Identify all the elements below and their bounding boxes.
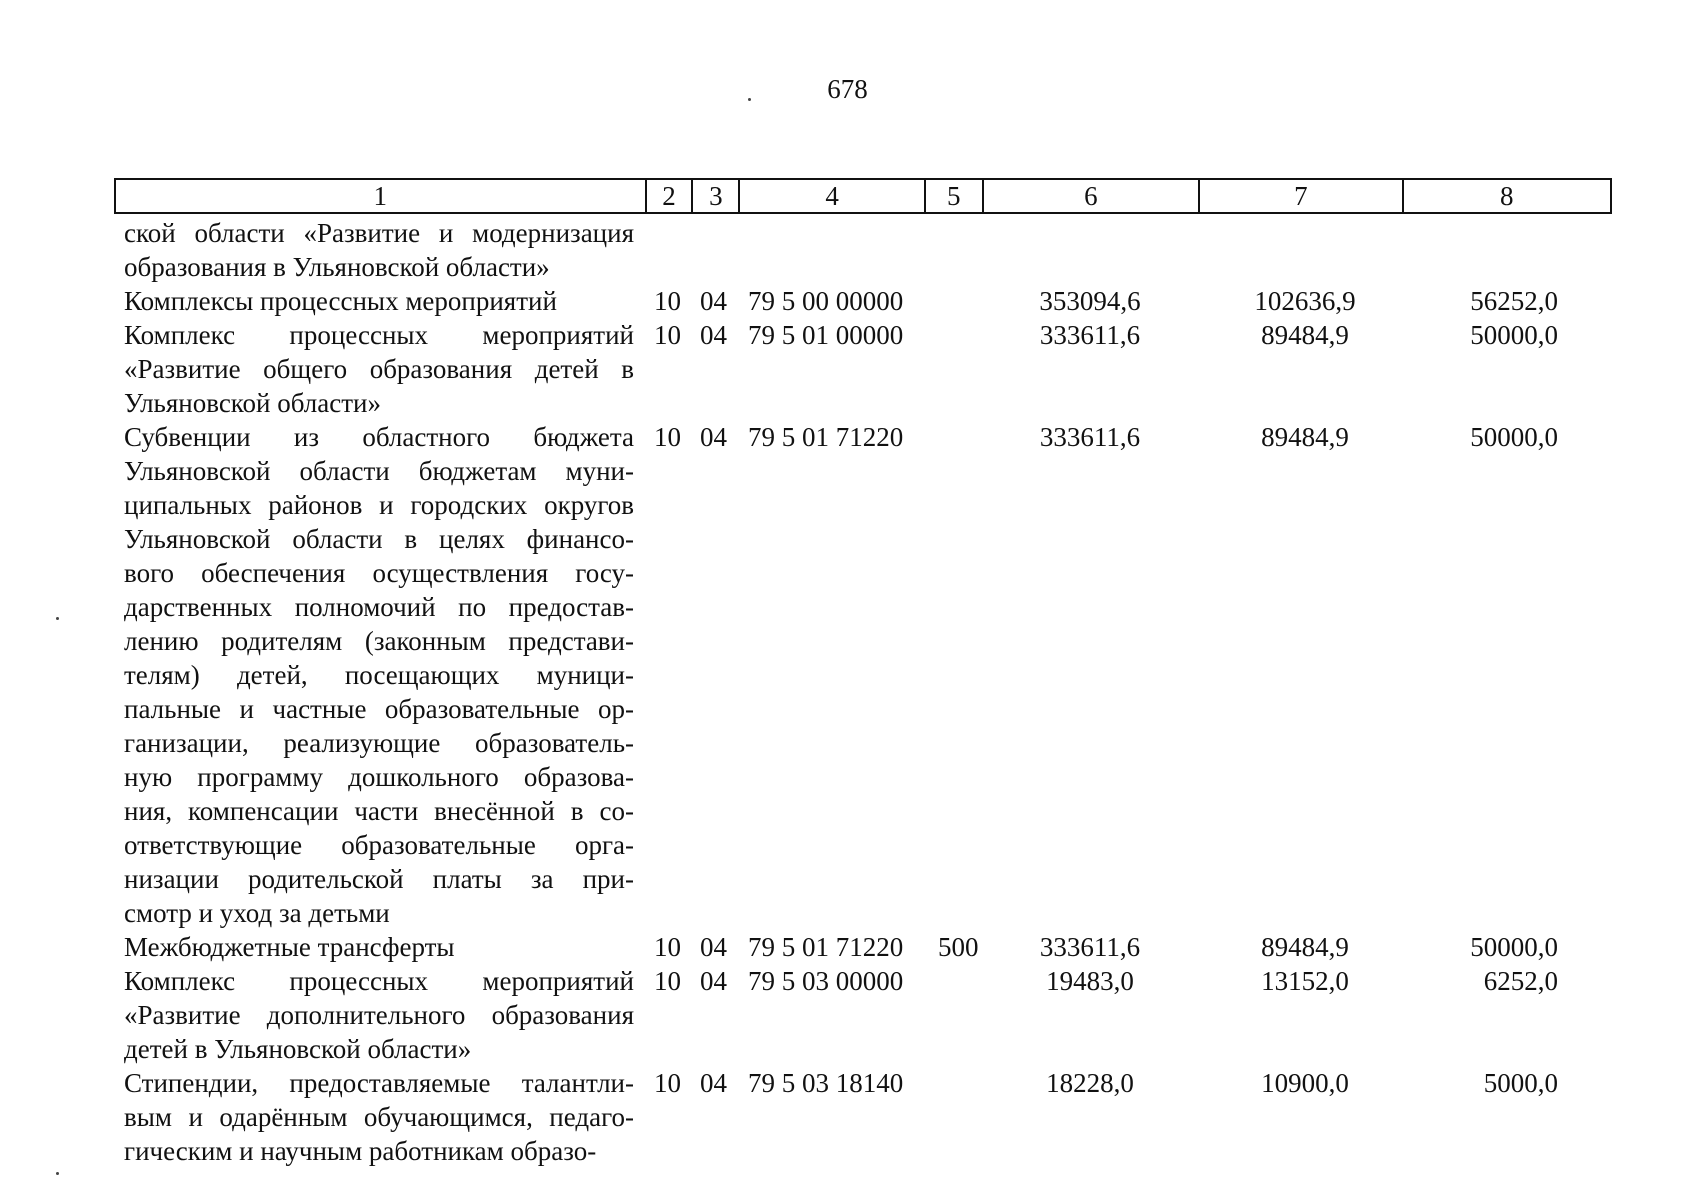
table-row <box>0 930 1695 964</box>
description-line: Комплекс процессных мероприятий <box>124 966 634 996</box>
scan-dot <box>748 98 751 101</box>
description-line: дарственных полномочий по предостав- <box>124 592 634 622</box>
description-line: Комплекс процессных мероприятий <box>124 320 634 350</box>
row-description <box>124 420 634 930</box>
description-line: гическим и научным работникам образо- <box>124 1136 597 1166</box>
description-line: «Развитие дополнительного образования <box>124 1000 634 1030</box>
header-cell-6: 6 <box>984 180 1200 212</box>
description-line: Межбюджетные трансферты <box>124 932 455 962</box>
amount-col-7: 89484,9 <box>1261 422 1349 452</box>
description-line: Ульяновской области в целях финансо- <box>124 524 634 554</box>
amount-col-7: 10900,0 <box>1261 1068 1349 1098</box>
subsection-code: 04 <box>700 966 727 996</box>
amount-col-7: 102636,9 <box>1254 286 1356 316</box>
description-line: детей в Ульяновской области» <box>124 1034 472 1064</box>
description-line: Субвенции из областного бюджета <box>124 422 634 452</box>
description-line: пальные и частные образовательные ор- <box>124 694 634 724</box>
subsection-code: 04 <box>700 932 727 962</box>
target-article-code: 79 5 01 00000 <box>748 320 904 350</box>
section-code: 10 <box>654 1068 681 1098</box>
description-line: Ульяновской области бюджетам муни- <box>124 456 634 486</box>
amount-col-6: 333611,6 <box>1039 932 1141 962</box>
description-line: Ульяновской области» <box>124 388 382 418</box>
description-line: ния, компенсации части внесённой в со- <box>124 796 634 826</box>
amount-col-7: 13152,0 <box>1261 966 1349 996</box>
amount-col-8: 56252,0 <box>1470 286 1558 316</box>
target-article-code: 79 5 01 71220 <box>748 422 904 452</box>
description-line: ответствующие образовательные орга- <box>124 830 634 860</box>
table-row <box>0 318 1695 420</box>
budget-table-body <box>0 216 1695 1168</box>
amount-col-6: 18228,0 <box>1046 1068 1134 1098</box>
table-row <box>0 284 1695 318</box>
section-code: 10 <box>654 966 681 996</box>
row-description <box>124 216 634 284</box>
header-cell-5: 5 <box>926 180 984 212</box>
subsection-code: 04 <box>700 1068 727 1098</box>
table-row <box>0 420 1695 930</box>
row-description <box>124 930 634 964</box>
amount-col-8: 5000,0 <box>1483 1068 1558 1098</box>
description-line: ципальных районов и городских округов <box>124 490 634 520</box>
table-row <box>0 964 1695 1066</box>
column-header-row <box>114 178 1612 214</box>
description-line: Комплексы процессных мероприятий <box>124 286 557 316</box>
section-code: 10 <box>654 286 681 316</box>
section-code: 10 <box>654 320 681 350</box>
header-cell-2: 2 <box>647 180 694 212</box>
target-article-code: 79 5 00 00000 <box>748 286 904 316</box>
subsection-code: 04 <box>700 286 727 316</box>
description-line: ную программу дошкольного образова- <box>124 762 634 792</box>
row-description <box>124 1066 634 1168</box>
expense-type-code: 500 <box>938 932 979 962</box>
amount-col-6: 333611,6 <box>1039 422 1141 452</box>
description-line: образования в Ульяновской области» <box>124 252 550 282</box>
header-cell-8: 8 <box>1500 181 1514 211</box>
description-line: «Развитие общего образования детей в <box>124 354 634 384</box>
description-line: смотр и уход за детьми <box>124 898 390 928</box>
subsection-code: 04 <box>700 422 727 452</box>
description-line: Стипендии, предоставляемые талантли- <box>124 1068 634 1098</box>
target-article-code: 79 5 03 00000 <box>748 966 904 996</box>
header-cell-7: 7 <box>1200 180 1403 212</box>
target-article-code: 79 5 03 18140 <box>748 1068 904 1098</box>
table-row <box>0 1066 1695 1168</box>
row-description <box>124 964 634 1066</box>
amount-col-8: 6252,0 <box>1483 966 1558 996</box>
amount-col-8: 50000,0 <box>1470 422 1558 452</box>
description-line: телям) детей, посещающих муници- <box>124 660 634 690</box>
description-line: ганизации, реализующие образователь- <box>124 728 634 758</box>
header-cell-3: 3 <box>693 180 740 212</box>
row-description <box>124 284 634 318</box>
amount-col-6: 333611,6 <box>1039 320 1141 350</box>
target-article-code: 79 5 01 71220 <box>748 932 904 962</box>
description-line: низации родительской платы за при- <box>124 864 634 894</box>
amount-col-7: 89484,9 <box>1261 320 1349 350</box>
amount-col-6: 353094,6 <box>1039 286 1141 316</box>
description-line: лению родителям (законным представи- <box>124 626 634 656</box>
amount-col-8: 50000,0 <box>1470 932 1558 962</box>
scan-dot <box>56 1172 59 1175</box>
amount-col-8: 50000,0 <box>1470 320 1558 350</box>
description-line: ской области «Развитие и модернизация <box>124 218 634 248</box>
header-cell-1: 1 <box>116 180 647 212</box>
section-code: 10 <box>654 422 681 452</box>
page-number: 678 <box>827 74 868 104</box>
row-description <box>124 318 634 420</box>
subsection-code: 04 <box>700 320 727 350</box>
amount-col-7: 89484,9 <box>1261 932 1349 962</box>
description-line: вым и одарённым обучающимся, педаго- <box>124 1102 634 1132</box>
table-row <box>0 216 1695 284</box>
description-line: вого обеспечения осуществления госу- <box>124 558 634 588</box>
header-cell-4: 4 <box>740 180 926 212</box>
amount-col-6: 19483,0 <box>1046 966 1134 996</box>
section-code: 10 <box>654 932 681 962</box>
